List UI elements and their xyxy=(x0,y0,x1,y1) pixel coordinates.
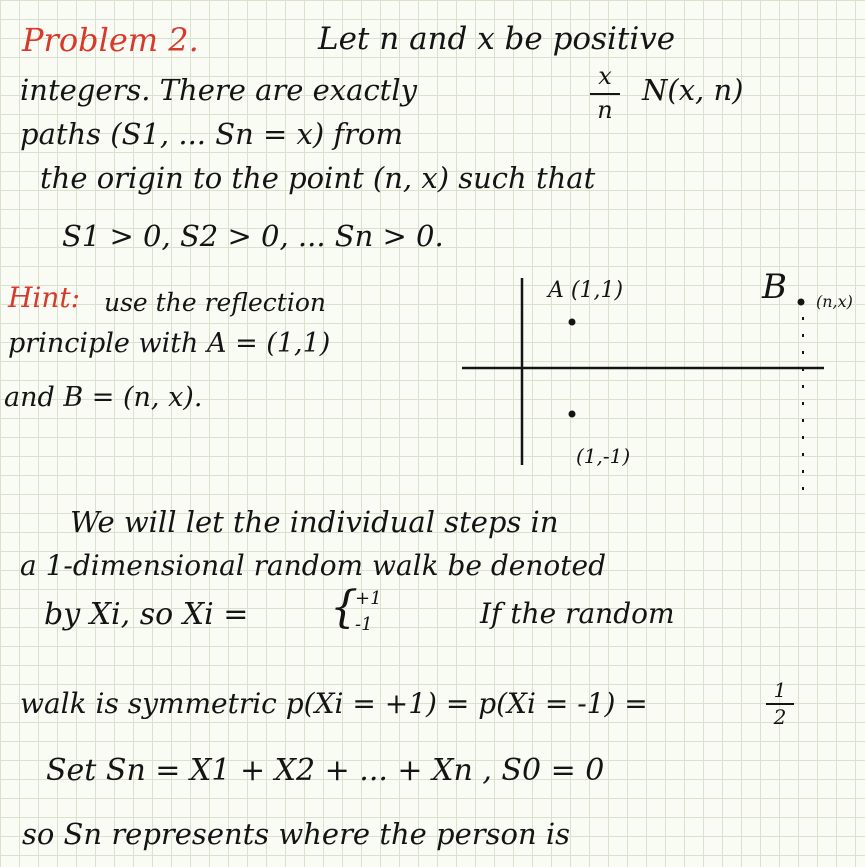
label-reflected-point: (1,-1) xyxy=(576,444,631,468)
point-a-reflected xyxy=(569,411,576,418)
body-line-3-end: If the random xyxy=(480,597,675,630)
fraction-denominator: n xyxy=(597,96,613,124)
brace-bottom-value: -1 xyxy=(355,614,373,635)
body-line-5: Set Sn = X1 + X2 + ... + Xn , S0 = 0 xyxy=(46,753,605,788)
label-point-b: B xyxy=(762,267,787,307)
body-line-1: We will let the individual steps in xyxy=(70,505,559,539)
problem-line-2: integers. There are exactly xyxy=(20,73,417,107)
body-line-6: so Sn represents where the person is xyxy=(22,817,571,851)
fraction-numerator: x xyxy=(598,62,612,90)
body-line-2: a 1-dimensional random walk be denoted xyxy=(20,549,607,582)
half-numerator: 1 xyxy=(773,678,787,702)
brace-glyph: { xyxy=(330,582,358,633)
body-line-3: by Xi, so Xi = xyxy=(44,597,249,632)
half-denominator: 2 xyxy=(773,705,787,729)
problem-line-1: Let n and x be positive xyxy=(318,21,676,57)
body-line-4: walk is symmetric p(Xi = +1) = p(Xi = -1) = xyxy=(20,687,648,720)
brace-top-value: +1 xyxy=(355,588,382,609)
label-point-b-coord: (n,x) xyxy=(816,292,853,311)
point-b xyxy=(798,299,805,306)
hint-line-3: and B = (n, x). xyxy=(4,382,203,413)
count-function: N(x, n) xyxy=(642,73,744,107)
hint-line-1: use the reflection xyxy=(104,288,326,317)
problem-line-5: S1 > 0, S2 > 0, ... Sn > 0. xyxy=(62,219,444,253)
problem-title: Problem 2. xyxy=(22,21,199,59)
problem-line-3: paths (S1, ... Sn = x) from xyxy=(20,117,403,151)
problem-line-4: the origin to the point (n, x) such that xyxy=(40,161,596,195)
hint-line-2: principle with A = (1,1) xyxy=(8,328,331,359)
hint-label: Hint: xyxy=(8,281,81,314)
point-a xyxy=(569,319,576,326)
label-point-a: A (1,1) xyxy=(548,278,624,303)
